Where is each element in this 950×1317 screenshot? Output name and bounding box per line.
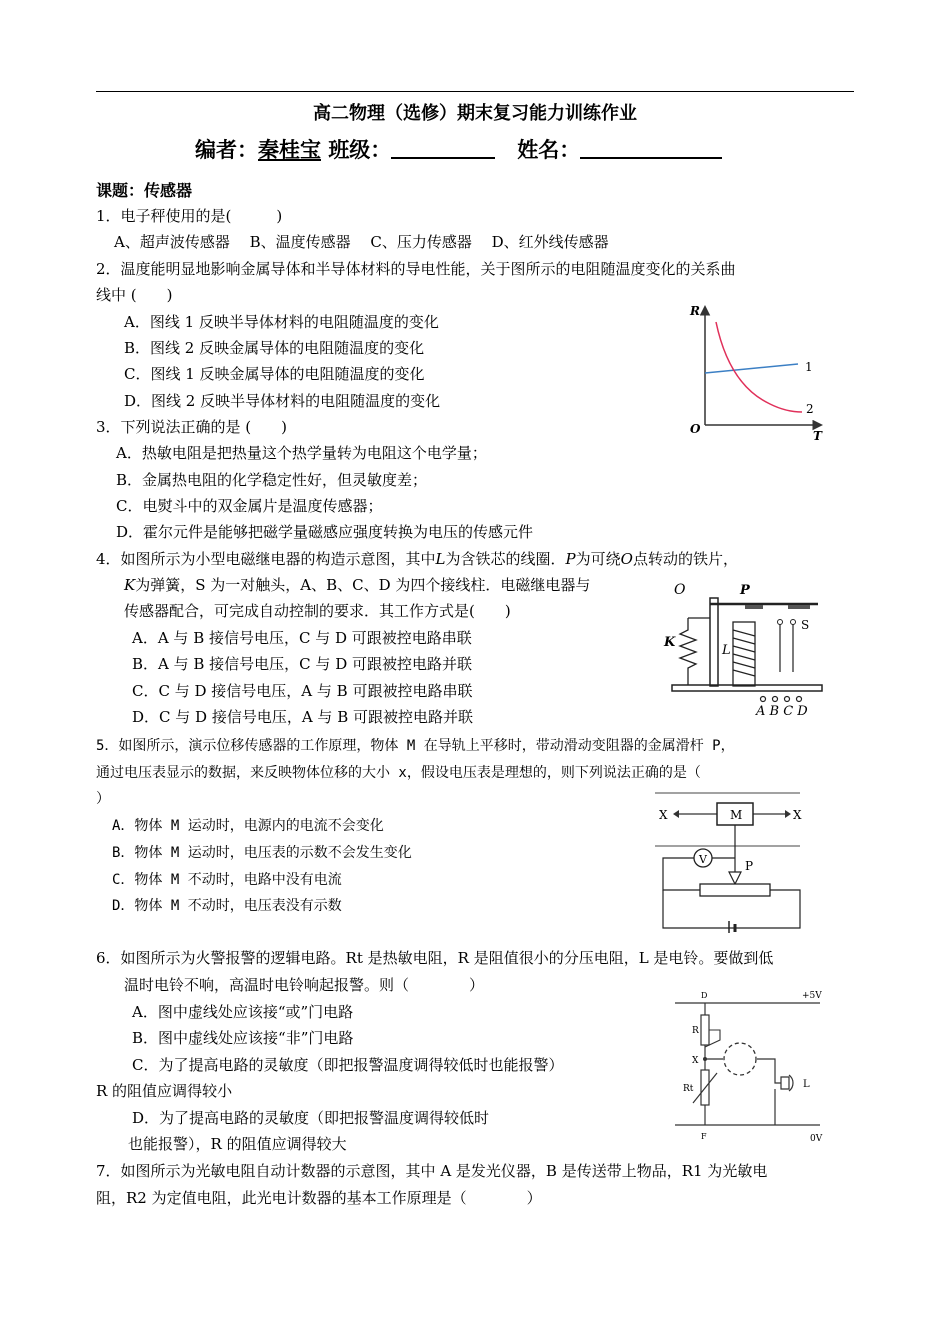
q6-option-d-line2: 也能报警），R 的阻值应调得较大 <box>128 1135 347 1153</box>
q2-stem-line1: 2．温度能明显地影响金属导体和半导体材料的导电性能，关于图所示的电阻随温度变化的关系曲 <box>96 260 736 278</box>
author-line <box>195 134 722 164</box>
q1-options: A、超声波传感器 B、温度传感器 C、压力传感器 D、红外线传感器 <box>114 233 609 251</box>
q4-option-c: C．C 与 D 接信号电压，A 与 B 可跟被控电路串联 <box>132 682 473 700</box>
q6-option-d-line1: D．为了提高电路的灵敏度（即把报警温度调得较低时 <box>132 1109 490 1127</box>
q6-fig-r: R <box>692 1026 699 1036</box>
q6-fig-x: X <box>692 1056 699 1066</box>
q5-option-c: C．物体 M 不动时，电路中没有电流 <box>112 872 342 888</box>
class-blank <box>391 137 495 159</box>
q2-option-a: A．图线 1 反映半导体材料的电阻随温度的变化 <box>124 313 439 331</box>
q4-relay-diagram <box>660 580 830 720</box>
relay-label-o: O <box>674 582 686 598</box>
graph-origin-label: O <box>690 422 701 436</box>
q5-fig-m: M <box>730 808 743 822</box>
q6-fig-f: F <box>701 1132 707 1141</box>
topic-heading: 课题：传感器 <box>96 181 193 200</box>
q5-displacement-sensor-diagram <box>645 788 805 933</box>
q5-stem-line1: 5．如图所示，演示位移传感器的工作原理，物体 M 在导轨上平移时，带动滑动变阻器的金属滑杆 P， <box>96 738 735 754</box>
q5-option-b: B．物体 M 运动时，电压表的示数不会发生变化 <box>112 845 412 861</box>
relay-label-p: P <box>740 583 750 598</box>
graph-line-2 <box>716 322 802 412</box>
header-rule <box>96 91 854 92</box>
page-title: 高二物理（选修）期末复习能力训练作业 <box>313 103 637 124</box>
graph-y-label: R <box>690 304 700 318</box>
q7-stem-line2: 阻，R2 为定值电阻，此光电计数器的基本工作原理是（ ） <box>96 1189 542 1207</box>
q6-stem-line2: 温时电铃不响，高温时电铃响起报警。则（ ） <box>124 976 485 994</box>
q2-option-b: B．图线 2 反映金属导体的电阻随温度的变化 <box>124 339 425 357</box>
q6-fig-5v: +5V <box>802 991 822 1001</box>
q6-fire-alarm-circuit <box>665 985 830 1145</box>
relay-terminal-labels: A B C D <box>756 704 808 719</box>
q6-option-c-line2: R 的阻值应调得较小 <box>96 1082 233 1100</box>
class-label: 班级： <box>328 138 392 162</box>
q5-option-d: D．物体 M 不动时，电压表没有示数 <box>112 898 342 914</box>
q2-resistance-temperature-graph <box>680 300 830 445</box>
q6-option-c-line1: C．为了提高电路的灵敏度（即把报警温度调得较低时也能报警） <box>132 1056 564 1074</box>
graph-line-1-label: 1 <box>805 360 813 374</box>
author-name: 秦桂宝 <box>258 138 321 162</box>
q3-option-a: A．热敏电阻是把热量这个热学量转为电阻这个电学量； <box>116 444 487 462</box>
q5-fig-x-right: X <box>793 808 802 822</box>
q5-stem-line2: 通过电压表显示的数据，来反映物体位移的大小 x，假设电压表是理想的，则下列说法正确的是（ <box>96 765 701 781</box>
q6-fig-0v: 0V <box>810 1134 823 1144</box>
q6-fig-d: D <box>701 991 708 1000</box>
q2-option-c: C．图线 1 反映金属导体的电阻随温度的变化 <box>124 365 425 383</box>
q6-fig-l: L <box>803 1079 810 1090</box>
q3-option-d: D．霍尔元件是能够把磁学量磁感应强度转换为电压的传感元件 <box>116 523 534 541</box>
graph-line-2-label: 2 <box>806 402 814 416</box>
relay-label-s: S <box>801 618 810 632</box>
q3-option-c: C．电熨斗中的双金属片是温度传感器； <box>116 497 383 515</box>
q6-stem-line1: 6．如图所示为火警报警的逻辑电路。Rt 是热敏电阻，R 是阻值很小的分压电阻，L 是电铃。要做到低 <box>96 949 774 967</box>
q4-stem-line3: 传感器配合，可完成自动控制的要求．其工作方式是( ) <box>124 602 511 620</box>
q4-option-d: D．C 与 D 接信号电压，A 与 B 可跟被控电路并联 <box>132 708 473 726</box>
relay-label-k: K <box>664 635 676 650</box>
q5-option-a: A．物体 M 运动时，电源内的电流不会变化 <box>112 818 384 834</box>
q5-stem-line3: ） <box>96 791 110 807</box>
q1-stem: 1．电子秤使用的是( ) <box>96 207 283 225</box>
q3-option-b: B．金属热电阻的化学稳定性好，但灵敏度差； <box>116 471 428 489</box>
author-label: 编者： <box>195 138 258 162</box>
q5-fig-v: V <box>699 853 707 866</box>
graph-line-1 <box>705 364 798 373</box>
q4-stem-line2: K为弹簧，S 为一对触头，A、B、C、D 为四个接线柱．电磁继电器与 <box>124 576 591 594</box>
q2-stem-line2: 线中 ( ) <box>96 286 173 304</box>
name-label: 姓名： <box>517 138 581 162</box>
q4-option-b: B．A 与 B 接信号电压，C 与 D 可跟被控电路并联 <box>132 655 472 673</box>
graph-x-label: T <box>813 429 822 443</box>
q4-stem-line1: 4．如图所示为小型电磁继电器的构造示意图，其中L为含铁芯的线圈．P为可绕O点转动的铁片， <box>96 550 738 568</box>
q6-fig-rt: Rt <box>683 1084 694 1094</box>
q3-stem: 3．下列说法正确的是 ( ) <box>96 418 288 436</box>
q5-fig-x-left: X <box>659 808 668 822</box>
q5-fig-p: P <box>745 859 754 873</box>
q7-stem-line1: 7．如图所示为光敏电阻自动计数器的示意图，其中 A 是发光仪器，B 是传送带上物品，R1 为光敏电 <box>96 1162 768 1180</box>
q6-option-a: A．图中虚线处应该接“或”门电路 <box>132 1003 354 1021</box>
q4-option-a: A．A 与 B 接信号电压，C 与 D 可跟被控电路串联 <box>132 629 472 647</box>
q2-option-d: D．图线 2 反映半导体材料的电阻随温度的变化 <box>124 392 441 410</box>
q6-option-b: B．图中虚线处应该接“非”门电路 <box>132 1029 354 1047</box>
relay-label-l: L <box>722 643 731 658</box>
name-blank <box>580 137 722 159</box>
